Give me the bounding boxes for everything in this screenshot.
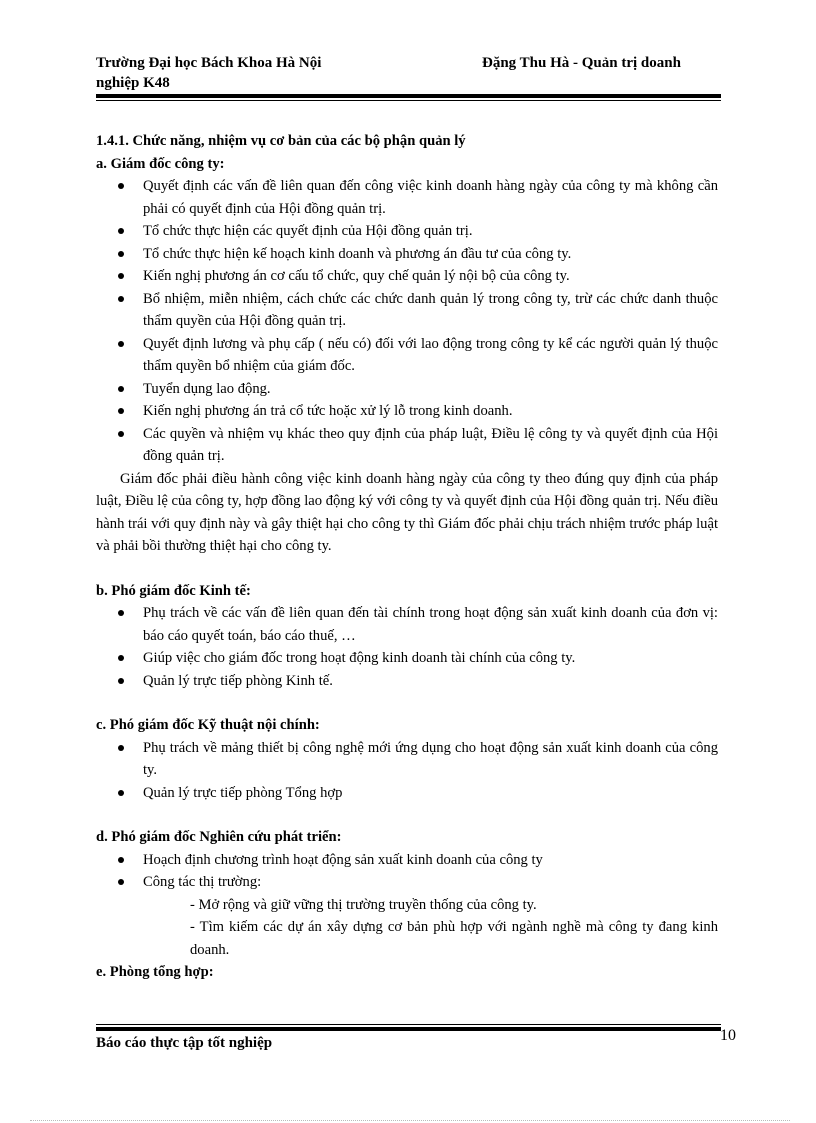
list-item: Quyết định lương và phụ cấp ( nếu có) đối với lao động trong công ty kể các người quản lý thuộc thẩm quyền bổ nhiệm của giám đốc.	[96, 333, 718, 378]
list-item: Phụ trách về mảng thiết bị công nghệ mới ứng dụng cho hoạt động sản xuất kinh doanh của công ty.	[96, 737, 718, 782]
list-b	[96, 602, 718, 692]
list-item: Tổ chức thực hiện các quyết định của Hội đồng quản trị.	[96, 220, 718, 243]
heading-d: d. Phó giám đốc Nghiên cứu phát triển:	[96, 829, 342, 845]
header-class: nghiệp K48	[96, 75, 170, 91]
page-bottom-dotted-line	[30, 1120, 790, 1121]
page-number: 10	[720, 1027, 736, 1044]
list-item: Quản lý trực tiếp phòng Tổng hợp	[96, 782, 718, 805]
list-item: Giúp việc cho giám đốc trong hoạt động kinh doanh tài chính của công ty.	[96, 647, 718, 670]
list-item: Các quyền và nhiệm vụ khác theo quy định của pháp luật, Điều lệ công ty và quyết định của Hội đồng quản trị.	[96, 423, 718, 468]
sub-item: - Tìm kiếm các dự án xây dựng cơ bản phù hợp với ngành nghề mà công ty đang kinh doanh.	[190, 919, 718, 958]
footer-rule-thick	[96, 1027, 721, 1031]
list-item: Quản lý trực tiếp phòng Kinh tế.	[96, 670, 718, 693]
paragraph-a: Giám đốc phải điều hành công việc kinh doanh hàng ngày của công ty theo đúng quy định của pháp luật, Điều lệ của công ty, hợp đồng lao động ký với công ty và quyết định của Hội đồng quản trị. Nếu điều hành trái với quy định này và gây thiệt hại cho công ty thì Giám đốc phải chịu trách nhiệm trước pháp luật và phải bồi thường thiệt hại cho công ty.	[96, 470, 718, 554]
footer-rule-thin	[96, 1024, 721, 1025]
header-university: Trường Đại học Bách Khoa Hà Nội	[96, 55, 322, 71]
list-a	[96, 175, 718, 468]
heading-c: c. Phó giám đốc Kỹ thuật nội chính:	[96, 717, 320, 733]
list-item: Kiến nghị phương án trả cổ tức hoặc xử lý lỗ trong kinh doanh.	[96, 400, 718, 423]
list-item: Bổ nhiệm, miễn nhiệm, cách chức các chức danh quản lý trong công ty, trừ các chức danh thuộc thẩm quyền của Hội đồng quản trị.	[96, 288, 718, 333]
heading-e: e. Phòng tổng hợp:	[96, 964, 214, 980]
list-item: Phụ trách về các vấn đề liên quan đến tài chính trong hoạt động sản xuất kinh doanh của đơn vị: báo cáo quyết toán, báo cáo thuế, …	[96, 602, 718, 647]
list-item: Tuyển dụng lao động.	[96, 378, 718, 401]
list-item: Công tác thị trường:	[96, 871, 718, 894]
sub-item: - Mở rộng và giữ vững thị trường truyền thống của công ty.	[190, 896, 537, 913]
header-author: Đặng Thu Hà - Quản trị doanh	[482, 55, 681, 71]
list-d	[96, 849, 718, 894]
document-body	[96, 130, 718, 984]
heading-a: a. Giám đốc công ty:	[96, 155, 225, 172]
header-rule-thin	[96, 100, 721, 101]
list-item: Kiến nghị phương án cơ cấu tổ chức, quy chế quản lý nội bộ của công ty.	[96, 265, 718, 288]
list-item: Tổ chức thực hiện kế hoạch kinh doanh và phương án đầu tư của công ty.	[96, 243, 718, 266]
list-item: Hoạch định chương trình hoạt động sản xuất kinh doanh của công ty	[96, 849, 718, 872]
header-rule-thick	[96, 94, 721, 98]
list-item: Quyết định các vấn đề liên quan đến công việc kinh doanh hàng ngày của công ty mà không cần phải có quyết định của Hội đồng quản trị.	[96, 175, 718, 220]
heading-b: b. Phó giám đốc Kinh tế:	[96, 582, 251, 599]
footer-title: Báo cáo thực tập tốt nghiệp	[96, 1035, 273, 1051]
list-c	[96, 737, 718, 805]
section-title: 1.4.1. Chức năng, nhiệm vụ cơ bản của các bộ phận quản lý	[96, 133, 466, 149]
